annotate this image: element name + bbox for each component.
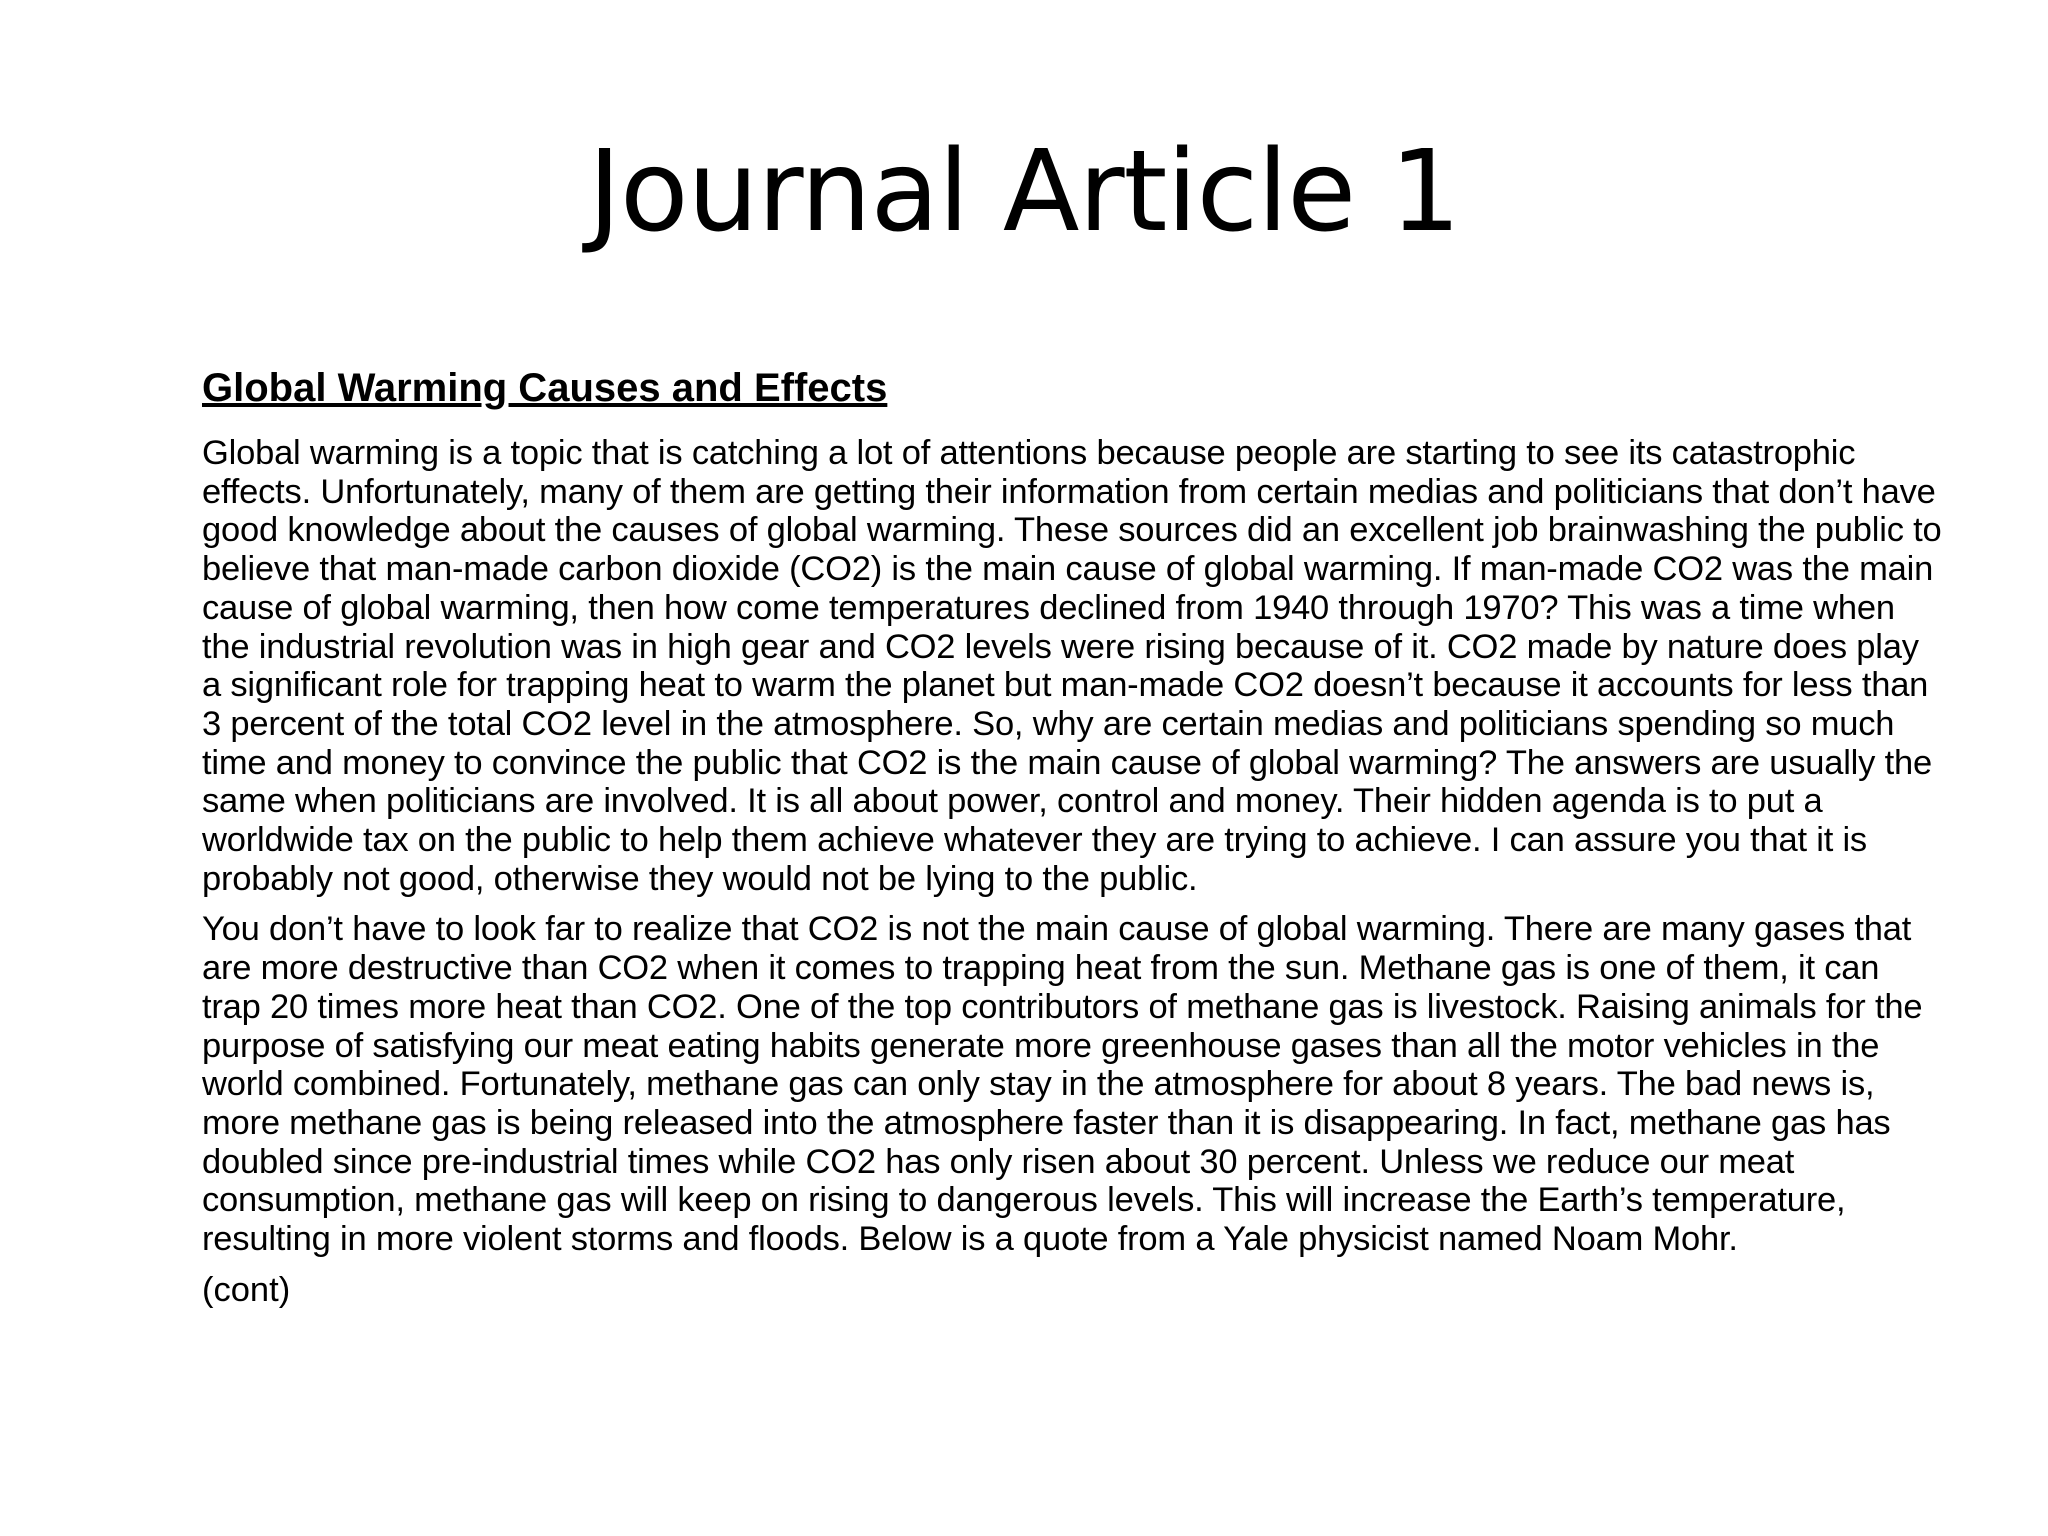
continuation-note: (cont) <box>202 1270 291 1309</box>
slide-title: Journal Article 1 <box>587 127 1461 257</box>
slide-content <box>202 364 1942 1309</box>
article-paragraph-1: Global warming is a topic that is catching a lot of attentions because people are starting to see its catastrophic effects. Unfortunately, many of them are getting their information from certain medias and politicians that don’t have good knowledge about the causes of global warming. These sources did an excellent job brainwashing the public to believe that man-made carbon dioxide (CO2) is the main cause of global warming. If man-made CO2 was the main cause of global warming, then how come temperatures declined from 1940 through 1970? This was a time when the industrial revolution was in high gear and CO2 levels were rising because of it. CO2 made by nature does play a significant role for trapping heat to warm the planet but man-made CO2 doesn’t because it accounts for less than 3 percent of the total CO2 level in the atmosphere. So, why are certain medias and politicians spending so much time and money to convince the public that CO2 is the main cause of global warming? The answers are usually the same when politicians are involved. It is all about power, control and money. Their hidden agenda is to put a worldwide tax on the public to help them achieve whatever they are trying to achieve. I can assure you that it is probably not good, otherwise they would not be lying to the public. <box>202 434 1942 898</box>
article-heading: Global Warming Causes and Effects <box>202 366 888 410</box>
article-paragraph-2: You don’t have to look far to realize that CO2 is not the main cause of global warming. There are many gases that are more destructive than CO2 when it comes to trapping heat from the sun. Methane gas is one of them, it can trap 20 times more heat than CO2. One of the top contributors of methane gas is livestock. Raising animals for the purpose of satisfying our meat eating habits generate more greenhouse gases than all the motor vehicles in the world combined. Fortunately, methane gas can only stay in the atmosphere for about 8 years. The bad news is, more methane gas is being released into the atmosphere faster than it is disappearing. In fact, methane gas has doubled since pre-industrial times while CO2 has only risen about 30 percent. Unless we reduce our meat consumption, methane gas will keep on rising to dangerous levels. This will increase the Earth’s temperature, resulting in more violent storms and floods. Below is a quote from a Yale physicist named Noam Mohr. <box>202 910 1923 1259</box>
